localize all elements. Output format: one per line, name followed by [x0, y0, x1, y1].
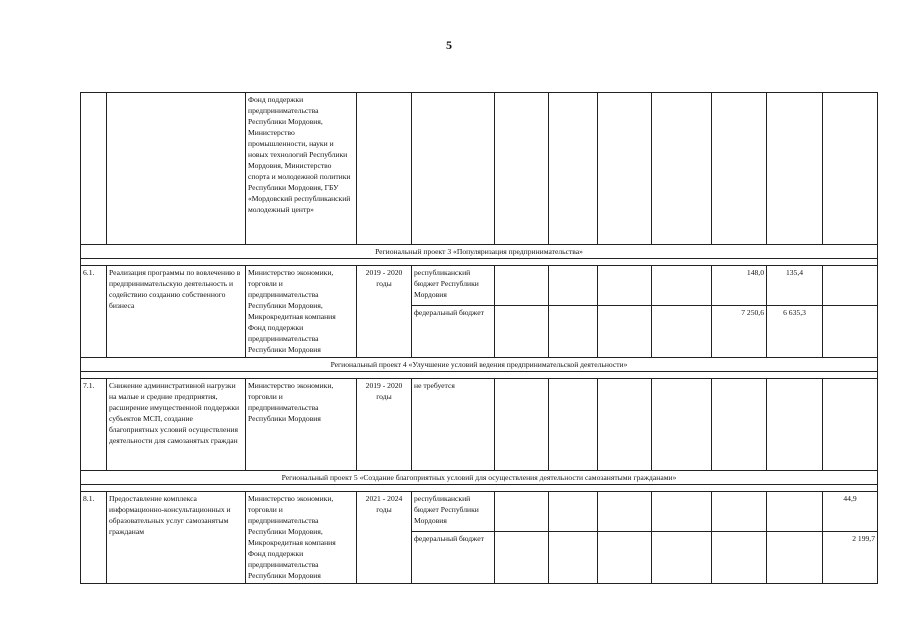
value-cell: 7 250,6: [712, 306, 767, 358]
value-cell: 135,4: [767, 266, 823, 306]
period-cell: 2019 - 2020 годы: [357, 379, 412, 471]
page-number: 5: [446, 38, 452, 52]
project-header-row: [81, 245, 878, 259]
executor-cell: Фонд поддержки предпринимательства Республики Мордовия, Министерство промышленности, науки и новых технологий Республики Мордовия, Министерство спорта и молодежной политики Республики Мордовия, ГБУ «Мордовский республиканский молодежный центр»: [246, 93, 357, 245]
row-number: 7.1.: [81, 379, 107, 471]
table-row: [81, 266, 878, 306]
funding-source: республиканский бюджет Республики Мордовия: [412, 266, 495, 306]
project-4-title: Региональный проект 4 «Улучшение условий ведения предпринимательской деятельности»: [81, 358, 878, 372]
funding-source: республиканский бюджет Республики Мордовия: [412, 492, 495, 532]
table-row: [81, 379, 878, 471]
row-number: 8.1.: [81, 492, 107, 584]
value-cell: 2 199,7: [823, 532, 878, 584]
period-cell: 2019 - 2020 годы: [357, 266, 412, 358]
project-header-row: [81, 358, 878, 372]
executor-cell: Министерство экономики, торговли и предпринимательства Республики Мордовия, Микрокредитная компания Фонд поддержки предпринимательства Республики Мордовия: [246, 266, 357, 358]
funding-source: федеральный бюджет: [412, 306, 495, 358]
project-header-row: [81, 471, 878, 485]
measure-name: Предоставление комплекса информационно-консультационных и образовательных услуг самозанятым гражданам: [107, 492, 246, 584]
project-3-title: Региональный проект 3 «Популяризация предпринимательства»: [81, 245, 878, 259]
period-cell: 2021 - 2024 годы: [357, 492, 412, 584]
project-5-title: Региональный проект 5 «Создание благоприятных условий для осуществления деятельности самозанятыми гражданами»: [81, 471, 878, 485]
value-cell: 148,0: [712, 266, 767, 306]
measure-name: Реализация программы по вовлечению в предпринимательскую деятельность и содействию созданию собственного бизнеса: [107, 266, 246, 358]
program-table: [80, 92, 878, 584]
value-cell: 44,9: [823, 492, 878, 532]
table-row: [81, 93, 878, 245]
executor-cell: Министерство экономики, торговли и предпринимательства Республики Мордовия, Микрокредитная компания Фонд поддержки предпринимательства Республики Мордовия: [246, 492, 357, 584]
value-cell: 6 635,3: [767, 306, 823, 358]
funding-source: не требуется: [412, 379, 495, 471]
funding-source: федеральный бюджет: [412, 532, 495, 584]
executor-cell: Министерство экономики, торговли и предпринимательства Республики Мордовия: [246, 379, 357, 471]
row-number: 6.1.: [81, 266, 107, 358]
measure-name: Снижение административной нагрузки на малые и средние предприятия, расширение имущественной поддержки субъектов МСП, создание благоприятных условий осуществления деятельности для самозанятых граждан: [107, 379, 246, 471]
table-row: [81, 492, 878, 532]
